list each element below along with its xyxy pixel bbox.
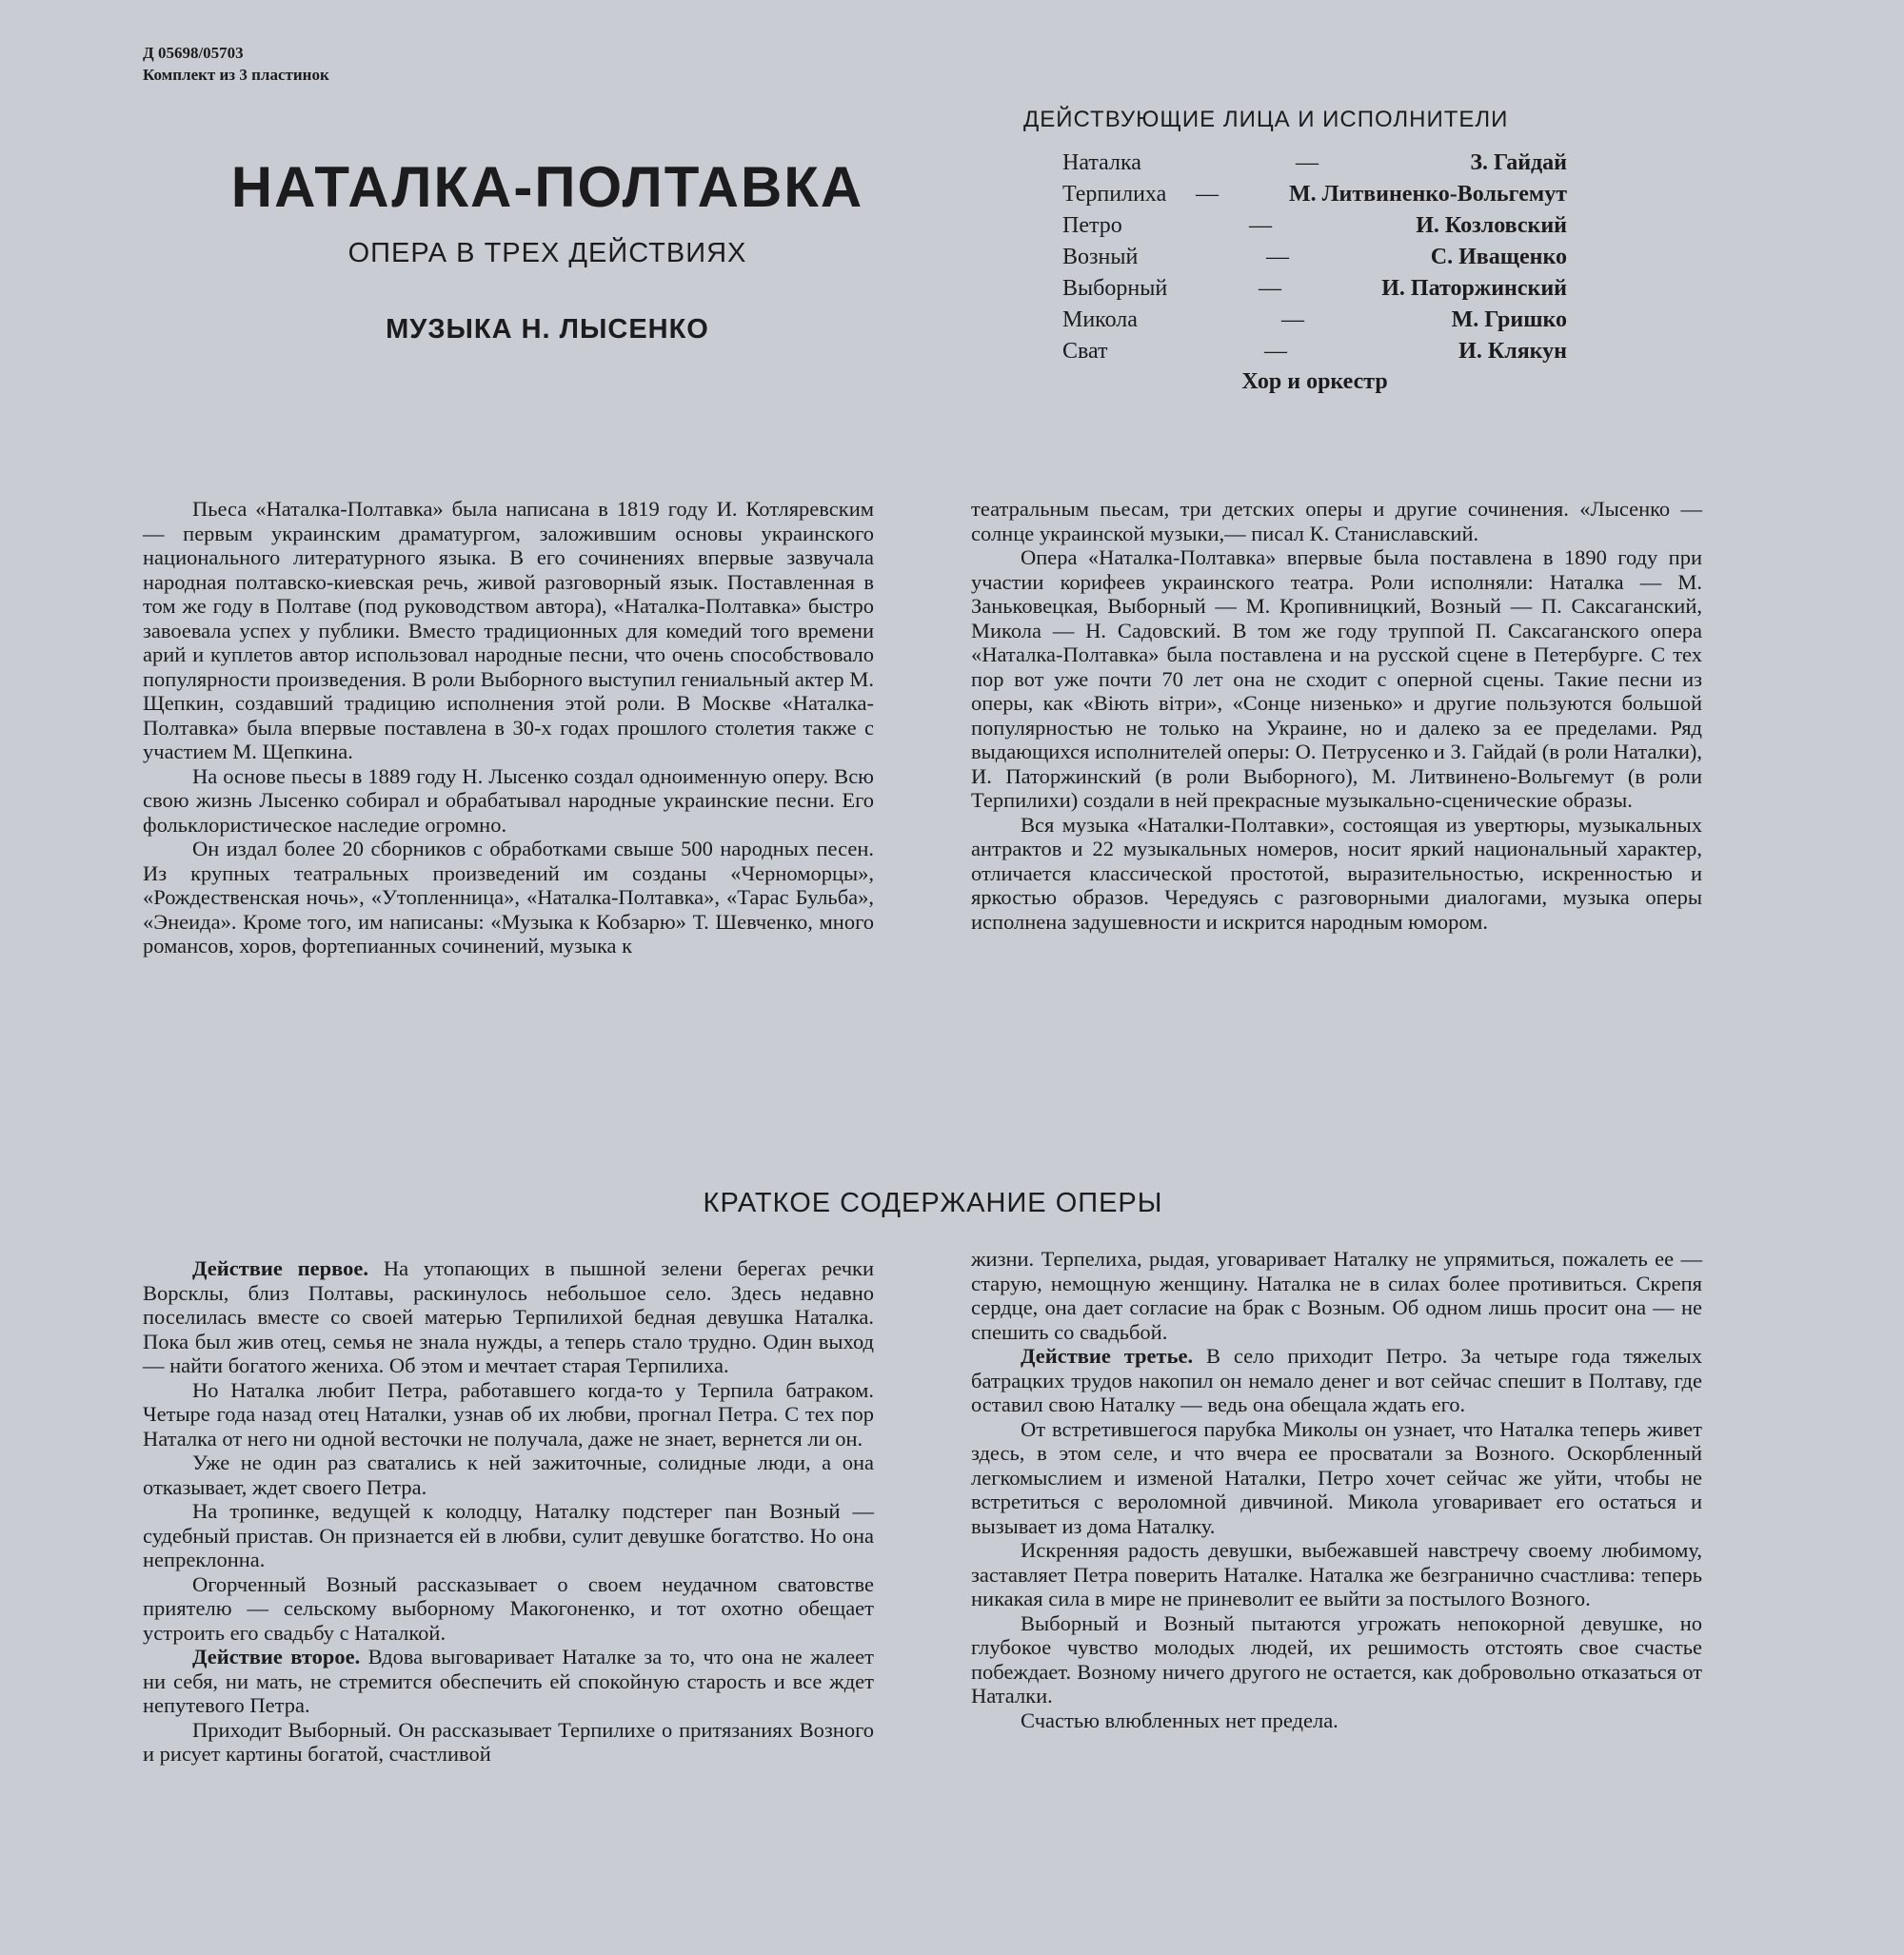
cast-role: Возный: [1062, 245, 1139, 269]
cast-role: Петро: [1062, 213, 1122, 238]
composer-credit: МУЗЫКА Н. ЛЫСЕНКО: [386, 314, 709, 345]
catalog-block: [143, 42, 329, 86]
cast-actor: З. Гайдай: [1470, 150, 1567, 175]
summary-paragraph: Действие третье. В село приходит Петро. За четыре года тяжелых батрацких трудов накопил он немало денег и вот сейчас спешит в Полтаву, где оставил свою Наталку — ведь она обещала ждать его.: [971, 1344, 1702, 1416]
summary-paragraph: Но Наталка любит Петра, работавшего когда-то у Терпила батраком. Четыре года назад отец Наталки, узнав об их любви, прогнал Петра. С тех пор Наталка от него ни одной весточки не получала, даже не знает, вернется ли он.: [143, 1377, 874, 1451]
notes-paragraph: Опера «Наталка-Полтавка» впервые была поставлена в 1890 году при участии корифеев украинского театра. Роли исполняли: Наталка — М. Заньковецкая, Выборный — М. Кропивницкий, Возный — П. Саксаганский, Микола — Н. Садовский. В том же году труппой П. Саксаганского опера «Наталка-Полтавка» была поставлена и на русской сцене в Петербурге. С тех пор вот уже почти 70 лет она не сходит с оперной сцены. Такие песни из оперы, как «Віють вітри», «Сонце низенько» и другие пользуются большой популярностью не только на Украине, но и далеко за ее пределами. Ряд выдающихся исполнителей оперы: О. Петрусенко и З. Гайдай (в роли Наталки), И. Паторжинский (в роли Выборного), М. Литвинено-Вольгемут (в роли Терпилихи) создали в ней прекрасные музыкально-сценические образы.: [971, 545, 1702, 812]
cast-role: Микола: [1062, 307, 1138, 332]
cast-actor: И. Клякун: [1458, 339, 1567, 364]
cast-dash: —: [1281, 307, 1304, 332]
cast-actor: И. Козловский: [1416, 213, 1567, 238]
summary-column-right: [971, 1247, 1702, 1732]
cast-dash: —: [1259, 276, 1281, 301]
cast-actor: М. Гришко: [1451, 307, 1567, 332]
cast-row: [1062, 307, 1567, 339]
cast-role: Выборный: [1062, 276, 1168, 301]
notes-paragraph: Он издал более 20 сборников с обработками свыше 500 народных песен. Из крупных театральных произведений им созданы «Черноморцы», «Рождественская ночь», «Утопленница», «Наталка-Полтавка», «Тарас Бульба», «Энеида». Кроме того, им написаны: «Музыка к Кобзарю» Т. Шевченко, много романсов, хоров, фортепианных сочинений, музыка к: [143, 837, 874, 958]
cast-actor: И. Паторжинский: [1381, 276, 1567, 301]
cast-dash: —: [1264, 339, 1287, 364]
summary-paragraph: Действие первое. На утопающих в пышной зелени берегах речки Ворсклы, близ Полтавы, раскинулось небольшое село. Здесь недавно поселилась вместе со своей матерью Терпилихой бедная девушка Наталка. Пока был жив отец, семья не знала нужды, а теперь стало трудно. Один выход — найти богатого жениха. Об этом и мечтает старая Терпилиха.: [143, 1256, 875, 1377]
cast-dash: —: [1196, 182, 1219, 207]
cast-row: [1062, 245, 1567, 276]
cast-role: Сват: [1062, 339, 1108, 364]
summary-paragraph: Выборный и Возный пытаются угрожать непокорной девушке, но глубокое чувство молодых людей, их решимость отстоять свое счастье побеждает. Возному ничего другого не остается, как добровольно отказаться от Наталки.: [971, 1610, 1702, 1708]
summary-paragraph: От встретившегося парубка Миколы он узнает, что Наталка теперь живет здесь, в этом селе, и что вчера ее просватали за Возного. Оскорбленный легкомыслием и изменой Наталки, Петро хочет сейчас же уйти, чтобы не встретиться с вероломной дивчиной. Микола уговаривает его остаться и вызывает из дома Наталку.: [971, 1416, 1702, 1538]
chorus-orchestra: Хор и оркестр: [1241, 369, 1388, 394]
cast-dash: —: [1249, 213, 1272, 238]
summary-heading: КРАТКОЕ СОДЕРЖАНИЕ ОПЕРЫ: [703, 1188, 1163, 1218]
cast-heading: ДЕЙСТВУЮЩИЕ ЛИЦА И ИСПОЛНИТЕЛИ: [1023, 107, 1509, 132]
cast-row: [1062, 339, 1567, 370]
notes-paragraph: Вся музыка «Наталки-Полтавки», состоящая из увертюры, музыкальных антрактов и 22 музыкальных номеров, носит яркий национальный характер, отличается классической простотой, выразительностью, искренностью и яркостью образов. Чередуясь с разговорными диалогами, музыка оперы исполнена задушевности и искрится народным юмором.: [971, 812, 1702, 934]
cast-row: [1062, 276, 1567, 307]
summary-column-left: [143, 1256, 874, 1767]
cast-row: [1062, 150, 1567, 182]
cast-dash: —: [1266, 245, 1289, 269]
summary-paragraph: Уже не один раз сватались к ней зажиточные, солидные люди, а она отказывает, ждет своего Петра.: [143, 1451, 874, 1499]
act-heading: Действие третье.: [1021, 1344, 1194, 1368]
cast-row: [1062, 182, 1567, 213]
notes-paragraph: На основе пьесы в 1889 году Н. Лысенко создал одноименную оперу. Всю свою жизнь Лысенко собирал и обрабатывал народные украинские песни. Его фольклористическое наследие огромно.: [143, 763, 874, 837]
act-heading: Действие первое.: [192, 1256, 369, 1280]
catalog-number: Д 05698/05703: [143, 44, 244, 62]
cast-role: Наталка: [1062, 150, 1141, 175]
cast-list: [1062, 150, 1567, 370]
cast-role: Терпилиха: [1062, 182, 1167, 207]
cast-actor: С. Иващенко: [1430, 245, 1567, 269]
act-heading: Действие второе.: [192, 1645, 361, 1669]
summary-paragraph: Счастью влюбленных нет предела.: [1021, 1708, 1339, 1732]
summary-paragraph: Искренняя радость девушки, выбежавшей навстречу своему любимому, заставляет Петра поверить Наталке. Наталка же безгранично счастлива: теперь никакая сила в мире не приневолит ее выйти за постылого Возного.: [971, 1538, 1702, 1610]
notes-paragraph: Пьеса «Наталка-Полтавка» была написана в 1819 году И. Котляревским — первым украинским драматургом, заложившим основы украинского национального литературного языка. В его сочинениях впервые зазвучала народная полтавско-киевская речь, живой разговорный язык. Поставленная в том же году в Полтаве (под руководством автора), «Наталка-Полтавка» быстро завоевала успех у публики. Вместо традиционных для комедий того времени арий и куплетов автор использовал народные песни, что очень способствовало популярности произведения. В роли Выборного выступил гениальный актер М. Щепкин, создавший традицию исполнения этой роли. В Москве «Наталка-Полтавка» была впервые поставлена в 30-х годах прошлого столетия также с участием М. Щепкина.: [143, 497, 874, 763]
notes-column-left: [143, 497, 874, 958]
summary-paragraph: Огорченный Возный рассказывает о своем неудачном сватовстве приятелю — сельскому выборному Макогоненко, и тот охотно обещает устроить его свадьбу с Наталкой.: [143, 1571, 874, 1645]
opera-title: НАТАЛКА-ПОЛТАВКА: [230, 155, 864, 219]
summary-paragraph: жизни. Терпелиха, рыдая, уговаривает Наталку не упрямиться, пожалеть ее — старую, немощную женщину. Наталка не в силах более противиться. Скрепя сердце, она дает согласие на брак с Возным. Об одном лишь просит она — не спешить со свадьбой.: [971, 1247, 1702, 1344]
cast-row: [1062, 213, 1567, 245]
cast-actor: М. Литвиненко-Вольгемут: [1289, 182, 1567, 207]
opera-subtitle: ОПЕРА В ТРЕХ ДЕЙСТВИЯХ: [347, 238, 747, 268]
notes-column-right: [971, 497, 1702, 934]
notes-paragraph: театральным пьесам, три детских оперы и другие сочинения. «Лысенко — солнце украинской музыки,— писал К. Станиславский.: [971, 497, 1702, 545]
set-info: Комплект из 3 пластинок: [143, 66, 329, 84]
summary-paragraph: Действие второе. Вдова выговаривает Наталке за то, что она не жалеет ни себя, ни мать, не стремится обеспечить ей спокойную старость и все ждет непутевого Петра.: [143, 1645, 874, 1717]
summary-paragraph: Приходит Выборный. Он рассказывает Терпилихе о притязаниях Возного и рисует картины богатой, счастливой: [143, 1717, 874, 1766]
summary-paragraph: На тропинке, ведущей к колодцу, Наталку подстерег пан Возный — судебный пристав. Он признается ей в любви, сулит девушке богатство. Но она непреклонна.: [143, 1499, 874, 1571]
cast-dash: —: [1296, 150, 1319, 175]
